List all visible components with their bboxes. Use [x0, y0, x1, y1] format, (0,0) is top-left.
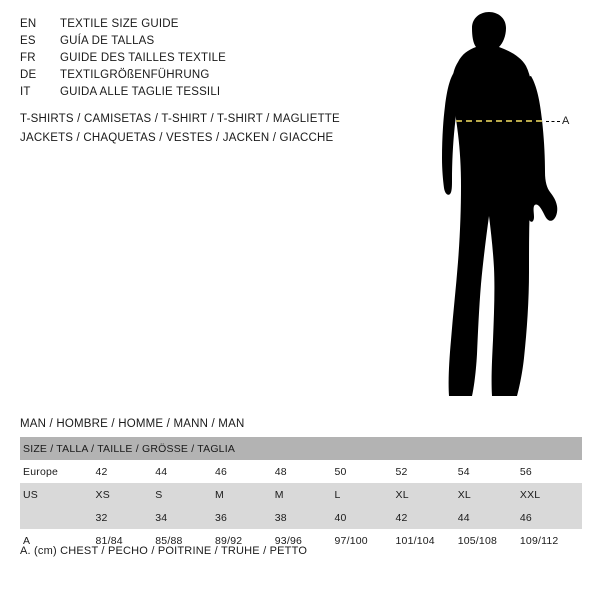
table-row	[20, 506, 582, 529]
cell: S	[155, 483, 215, 506]
language-row	[20, 50, 350, 67]
cell: 105/108	[458, 529, 520, 552]
cell: 52	[395, 460, 457, 483]
language-row	[20, 16, 350, 33]
category-line-tshirts: T-SHIRTS / CAMISETAS / T-SHIRT / T-SHIRT / MAGLIETTE	[20, 113, 340, 125]
cell: 46	[215, 460, 275, 483]
cell: 81/84	[96, 529, 156, 552]
language-text: TEXTILGRÖßENFÜHRUNG	[60, 69, 210, 81]
cell: 101/104	[395, 529, 457, 552]
cell: 93/96	[275, 529, 335, 552]
table-title-man: MAN / HOMBRE / HOMME / MANN / MAN	[20, 418, 245, 430]
cell: M	[275, 483, 335, 506]
cell: 46	[520, 506, 582, 529]
language-code: DE	[20, 69, 37, 81]
cell: 34	[155, 506, 215, 529]
language-row	[20, 67, 350, 84]
cell: L	[335, 483, 396, 506]
cell: 38	[275, 506, 335, 529]
cell: 54	[458, 460, 520, 483]
cell: 56	[520, 460, 582, 483]
language-row	[20, 33, 350, 50]
table-header-label: SIZE / TALLA / TAILLE / GRÖSSE / TAGLIA	[20, 437, 582, 460]
language-code: FR	[20, 52, 36, 64]
male-silhouette-icon	[400, 10, 600, 410]
language-code: EN	[20, 18, 37, 30]
cell: 44	[458, 506, 520, 529]
language-text: TEXTILE SIZE GUIDE	[60, 18, 179, 30]
measure-label-a: A	[562, 115, 570, 127]
language-row	[20, 84, 350, 101]
cell: 32	[96, 506, 156, 529]
cell: 48	[275, 460, 335, 483]
language-text: GUIDA ALLE TAGLIE TESSILI	[60, 86, 221, 98]
cell: 40	[335, 506, 396, 529]
table-row-header	[20, 437, 582, 460]
cell: 97/100	[335, 529, 396, 552]
cell: XL	[458, 483, 520, 506]
size-table-block	[20, 418, 582, 552]
language-text: GUIDE DES TAILLES TEXTILE	[60, 52, 227, 64]
cell: 42	[395, 506, 457, 529]
cell: 109/112	[520, 529, 582, 552]
cell: 50	[335, 460, 396, 483]
table-row	[20, 460, 582, 483]
row-label: US	[20, 483, 96, 506]
cell: 36	[215, 506, 275, 529]
language-text: GUÍA DE TALLAS	[60, 35, 155, 47]
cell: XXL	[520, 483, 582, 506]
figure-illustration	[400, 10, 600, 410]
row-label: Europe	[20, 460, 96, 483]
measure-leader-line	[546, 121, 560, 122]
language-code: IT	[20, 86, 31, 98]
language-header-block	[20, 16, 350, 101]
cell: 42	[96, 460, 156, 483]
cell: 85/88	[155, 529, 215, 552]
table-row	[20, 483, 582, 506]
cell: 89/92	[215, 529, 275, 552]
cell: XL	[395, 483, 457, 506]
row-label: A	[20, 529, 96, 552]
cell: M	[215, 483, 275, 506]
cell: 44	[155, 460, 215, 483]
category-line-jackets: JACKETS / CHAQUETAS / VESTES / JACKEN / GIACCHE	[20, 132, 334, 144]
category-block	[20, 110, 380, 148]
row-label	[20, 506, 96, 529]
language-code: ES	[20, 35, 36, 47]
cell: XS	[96, 483, 156, 506]
footnote-chest: A. (cm) CHEST / PECHO / POITRINE / TRUHE / PETTO	[20, 545, 308, 557]
size-table	[20, 437, 582, 552]
